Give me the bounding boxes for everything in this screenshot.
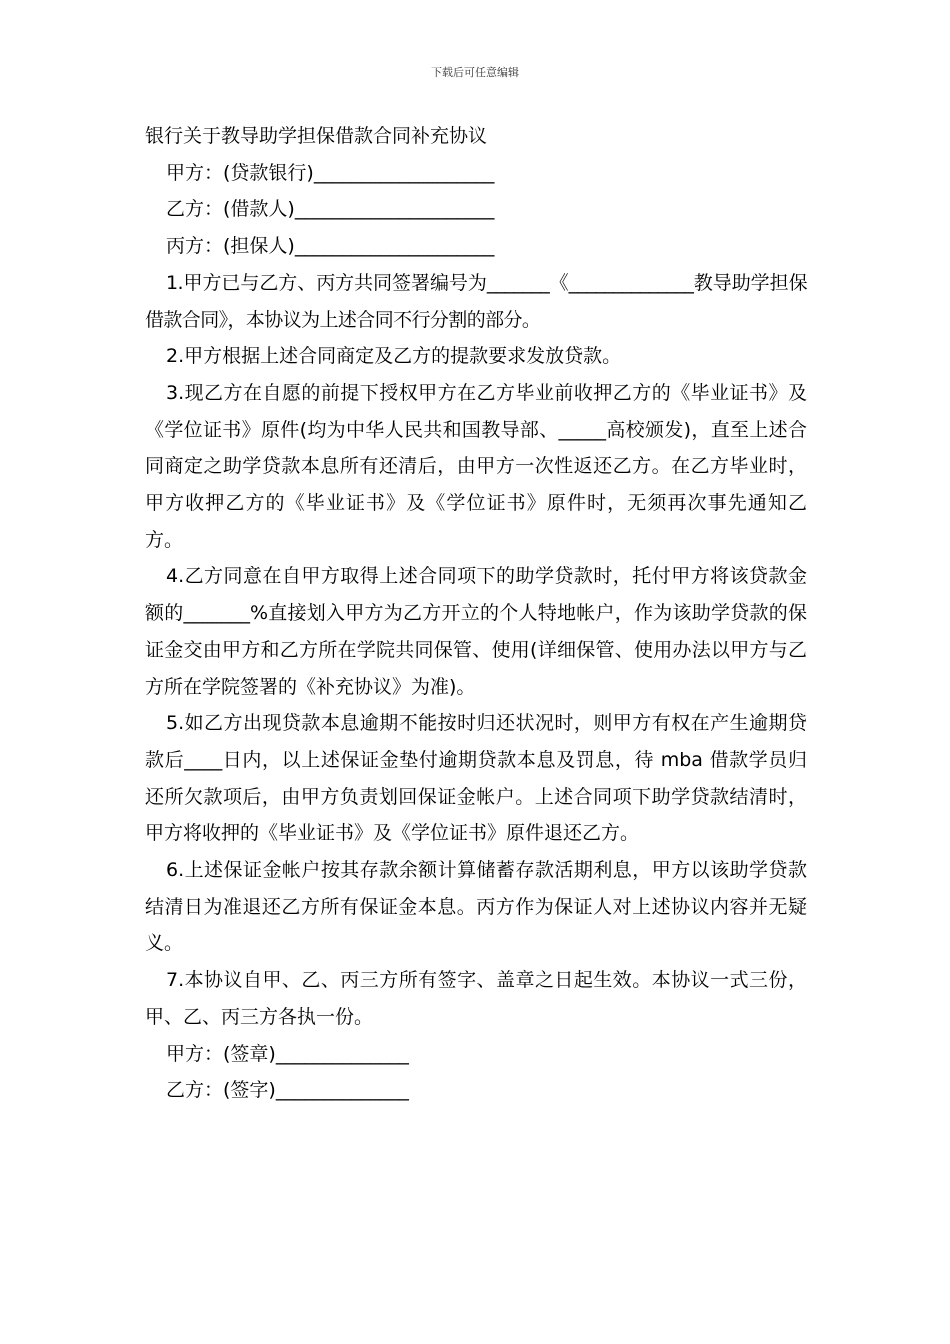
clause-1: 1.甲方已与乙方、丙方共同签署编号为_______《______________教导助学担保借款合同》，本协议为上述合同不行分割的部分。 [145, 271, 807, 331]
document-title: 银行关于教导助学担保借款合同补充协议 [145, 125, 488, 147]
party-b-line: 乙方：(借款人)_____________________ [166, 198, 495, 221]
document-body [145, 118, 807, 1109]
page-header: 下载后可任意编辑 [431, 66, 519, 79]
clause-6: 6.上述保证金帐户按其存款余额计算储蓄存款活期利息，甲方以该助学贷款结清日为准退还乙方所有保证金本息。丙方作为保证人对上述协议内容并无疑义。 [145, 859, 807, 955]
clause-3: 3.现乙方在自愿的前提下授权甲方在乙方毕业前收押乙方的《毕业证书》及《学位证书》原件(均为中华人民共和国教导部、_____高校颁发)，直至上述合同商定之助学贷款本息所有还清后，由甲方一次性返还乙方。在乙方毕业时，甲方收押乙方的《毕业证书》及《学位证书》原件时，无须再次事先通知乙方。 [145, 381, 807, 551]
clause-7: 7.本协议自甲、乙、丙三方所有签字、盖章之日起生效。本协议一式三份，甲、乙、丙三方各执一份。 [145, 969, 807, 1028]
party-a-line: 甲方：(贷款银行)___________________ [166, 161, 495, 184]
signature-party-a: 甲方：(签章)______________ [166, 1042, 409, 1065]
clause-4: 4.乙方同意在自甲方取得上述合同项下的助学贷款时，托付甲方将该贷款金额的_______%直接划入甲方为乙方开立的个人特地帐户，作为该助学贷款的保证金交由甲方和乙方所在学院共同保管、使用(详细保管、使用办法以甲方与乙方所在学院签署的《补充协议》为准)。 [145, 565, 807, 698]
clause-2: 2.甲方根据上述合同商定及乙方的提款要求发放贷款。 [166, 345, 622, 368]
clause-5: 5.如乙方出现贷款本息逾期不能按时归还状况时，则甲方有权在产生逾期贷款后____日内，以上述保证金垫付逾期贷款本息及罚息，待 mba 借款学员归还所欠款项后，由甲方负责划回保证金帐户。上述合同项下助学贷款结清时，甲方将收押的《毕业证书》及《学位证书》原件退还乙方。 [145, 712, 807, 845]
signature-party-b: 乙方：(签字)______________ [166, 1079, 409, 1102]
party-c-line: 丙方：(担保人)_____________________ [166, 235, 495, 258]
